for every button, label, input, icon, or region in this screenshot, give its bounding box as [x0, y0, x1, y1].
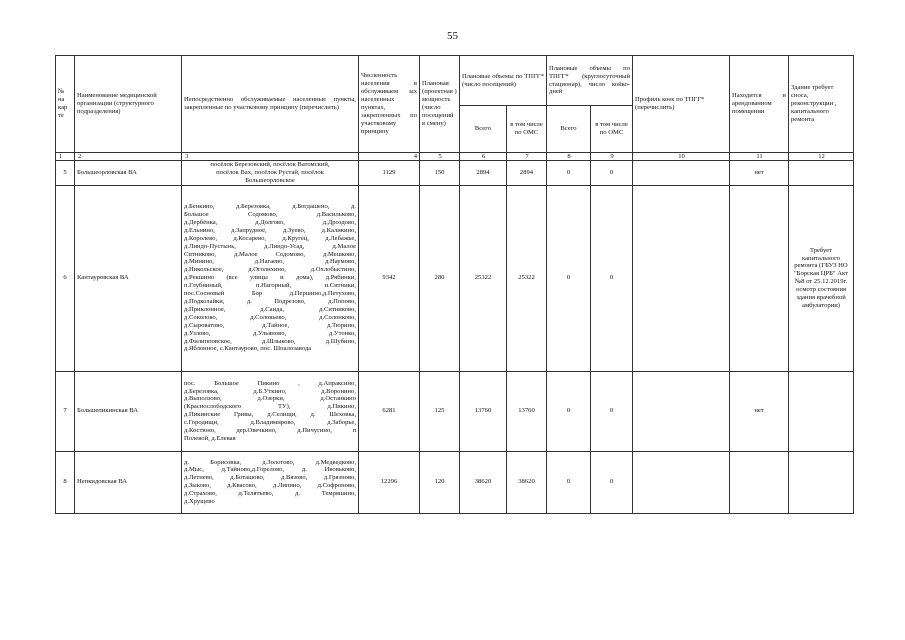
repair-status: Требует капитального ремонта (ГБУЗ НО "Борская ЦРБ" Акт №8 от 25.12.2019г. осмотр состояния здания врачебной амбулатории) [789, 185, 854, 371]
repair-status [789, 161, 854, 186]
settlement-line: д. Борисовка, д.Золотово, д.Медведково, [184, 458, 356, 466]
header-population: Численность населения в обслуживаем ых населенных пунктах, закрепленных по участковому принципу [359, 56, 420, 153]
settlement-line: д.Никольское, д.Оголихино, д.Охлобыстино, [184, 266, 356, 274]
medical-organizations-table [55, 55, 854, 514]
settlement-line: д.Дербёнка, д.Долгово, д.Дроздово, [184, 218, 356, 226]
header-capacity: Плановая (проектная ) мощность (число посещений в смену) [420, 56, 460, 153]
settlements [182, 161, 359, 186]
visits-total: 38620 [460, 451, 507, 513]
column-number-11: 11 [730, 153, 789, 161]
settlement-line: д.Узлово, д.Ульяново, д.Утонко, [184, 329, 356, 337]
row-number: 7 [56, 371, 75, 451]
bed-profile [633, 451, 730, 513]
settlement-line: д.Сыроватово, д.Тайное, д.Тюрино, [184, 321, 356, 329]
population: 6281 [359, 371, 420, 451]
capacity: 150 [420, 161, 460, 186]
organization-name: Большепикинская ВА [75, 371, 182, 451]
population: 1129 [359, 161, 420, 186]
settlement-line: д.Линдо-Пустынь, д.Линдо-Усад, д.Малое [184, 242, 356, 250]
bed-profile [633, 185, 730, 371]
organization-name: Непкидовская ВА [75, 451, 182, 513]
table-body [56, 161, 854, 514]
row-number: 6 [56, 185, 75, 371]
settlement-line: д.Приклонное, д.Санда, д.Ситниково, [184, 305, 356, 313]
column-number-6: 6 [460, 153, 507, 161]
settlement-line: д.Хрущево [184, 498, 215, 506]
settlement-line: Ситниково, д.Малое Содомово, д.Мешково, [184, 250, 356, 258]
settlement-line: д.Летнево, д.Боташово, д.Вязово, д.Грязново, [184, 474, 356, 482]
settlement-line: посёлок Березовский, посёлок Ватомский, [210, 161, 330, 168]
page-number: 55 [447, 30, 458, 42]
column-number-8: 8 [547, 153, 591, 161]
settlements [182, 371, 359, 451]
capacity: 125 [420, 371, 460, 451]
header-planned-visits: Плановые объемы по ТПГГ* (число посещений) [460, 56, 547, 106]
population: 9342 [359, 185, 420, 371]
bed-profile [633, 161, 730, 186]
settlement-line: д.Выползово, д.Озерки, д.Останкино [184, 395, 356, 403]
settlement-line: (Краснослободского ТУ), д.Пикино, [184, 403, 356, 411]
settlement-line: д.Яблонное, с.Кантаурово, пос. Шпалозавода [184, 345, 312, 353]
beds-oms: 0 [591, 161, 633, 186]
beds-total: 0 [547, 451, 591, 513]
visits-oms: 13760 [507, 371, 547, 451]
table-row [56, 371, 854, 451]
beds-total: 0 [547, 185, 591, 371]
visits-oms: 38620 [507, 451, 547, 513]
settlement-line: д.Костюно, дер.Овечкино, д.Пичугино, п [184, 427, 356, 435]
repair-status [789, 451, 854, 513]
header-bed-profile: Профиль коек по ТПГГ* (перечислить) [633, 56, 730, 153]
visits-total: 25322 [460, 185, 507, 371]
rented-premises [730, 451, 789, 513]
column-number-3: 3 [182, 153, 359, 161]
settlements [182, 185, 359, 371]
column-number-9: 9 [591, 153, 633, 161]
row-number: 5 [56, 161, 75, 186]
beds-oms: 0 [591, 185, 633, 371]
settlements [182, 451, 359, 513]
settlement-line: д.Рекшино (все улицы и дома), д.Рябинки, [184, 274, 356, 282]
header-rented: Находится в арендованном помещении [730, 56, 789, 153]
table-row [56, 161, 854, 186]
column-number-4: 4 [359, 153, 420, 161]
column-number-5: 5 [420, 153, 460, 161]
column-number-2: 2 [75, 153, 182, 161]
column-number-12: 12 [789, 153, 854, 161]
settlement-line: п.Глубинный, п.Нагорный, п.Ситники, [184, 282, 356, 290]
settlement-line: д.Бенкино, д.Березовка, д.Богдашено, д. [184, 203, 356, 211]
header-planned-bed-days: Плановые объемы по ТПГГ* (круглосуточный стационар), число койко-дней [547, 56, 633, 106]
header-visits-total: Всего [460, 106, 507, 153]
settlement-line: д.Минино, д.Нагаево, д.Наумово, [184, 258, 356, 266]
header-settlements: Непосредственно обслуживаемые населенные пункты, закрепленные по участковому принципу (перечислить) [182, 56, 359, 153]
header-number: № на кар те [56, 56, 75, 153]
settlement-line: Полевой, д.Елевая [184, 434, 236, 442]
visits-oms: 25322 [507, 185, 547, 371]
rented-premises [730, 185, 789, 371]
table-row [56, 451, 854, 513]
settlement-line: д.Березовка, д.Б.Уткино, д.Воронино, [184, 387, 356, 395]
header-beds-oms: в том числе по ОМС [591, 106, 633, 153]
population: 12296 [359, 451, 420, 513]
organization-name: Кантауровская ВА [75, 185, 182, 371]
settlement-line: д.Зыково, д.Квасово, д.Липино, д.Софроново, [184, 482, 356, 490]
column-number-1: 1 [56, 153, 75, 161]
header-visits-oms: в том числе по ОМС [507, 106, 547, 153]
beds-oms: 0 [591, 371, 633, 451]
header-organization: Наименование медицинской организации (структурного подразделения) [75, 56, 182, 153]
visits-total: 2894 [460, 161, 507, 186]
visits-oms: 2894 [507, 161, 547, 186]
settlement-line: Большое Содомово, д.Васильково, [184, 211, 356, 219]
header-beds-total: Всего [547, 106, 591, 153]
beds-total: 0 [547, 371, 591, 451]
settlement-line: д.Пикинские Гривы, д.Селищи, д. Шеховка, [184, 411, 356, 419]
visits-total: 13760 [460, 371, 507, 451]
capacity: 120 [420, 451, 460, 513]
settlement-line: д.Мыс, д.Тайново,д.Горелово, д. Ивовьково, [184, 466, 356, 474]
repair-status [789, 371, 854, 451]
rented-premises: нет [730, 161, 789, 186]
settlement-line: д.Страхово, д.Телятьево, д. Темряшино, [184, 490, 356, 498]
settlement-line: д.Ельнино, д.Запрудное, д.Зуево, д.Каликино, [184, 226, 356, 234]
beds-total: 0 [547, 161, 591, 186]
capacity: 280 [420, 185, 460, 371]
settlement-line: Большеорловское [245, 176, 295, 184]
column-number-10: 10 [633, 153, 730, 161]
settlement-line: д.Соколово, д.Соловьево, д.Солонково, [184, 313, 356, 321]
rented-premises: нет [730, 371, 789, 451]
row-number: 8 [56, 451, 75, 513]
settlement-line: д.Подколайки, д. Подрезово, д.Попово, [184, 297, 356, 305]
settlement-line: пос.Сосновый Бор д.Першино,д.Петухово, [184, 290, 356, 298]
table-row [56, 185, 854, 371]
bed-profile [633, 371, 730, 451]
header-repair: Здание требует сноса, реконструкции , капитального ремонта [789, 56, 854, 153]
settlement-line: с.Городищи, д.Владимирово, д.Заборье, [184, 419, 356, 427]
settlement-line: посёлок Вах, посёлок Рустай, посёлок [216, 168, 324, 176]
organization-name: Большеорловская ВА [75, 161, 182, 186]
settlement-line: пос. Большое Пикино , д.Апраксино, [184, 379, 356, 387]
beds-oms: 0 [591, 451, 633, 513]
settlement-line: д.Королево, д.Косарево, д.Кругец, д.Лебажье, [184, 234, 356, 242]
column-number-7: 7 [507, 153, 547, 161]
settlement-line: д.Филипповское, д.Шлыково, д.Шубино, [184, 337, 356, 345]
